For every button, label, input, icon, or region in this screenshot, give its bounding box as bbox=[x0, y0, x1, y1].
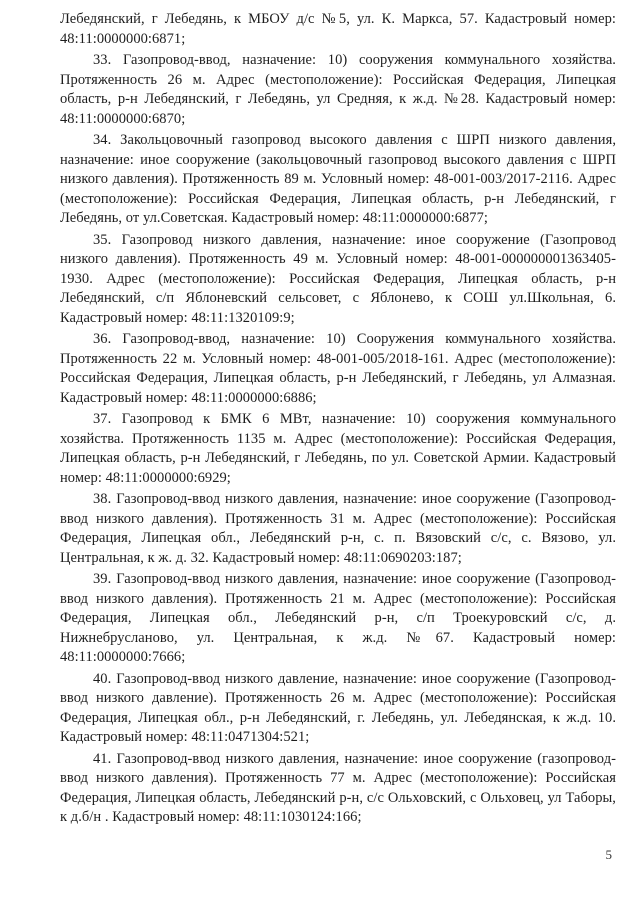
list-item-36: 36. Газопровод-ввод, назначение: 10) Сооружения коммунального хозяйства. Протяженность 22 м. Условный номер: 48-001-005/2018-161. Адрес (местоположение): Российская Федерация, Липецкая область, р-н Лебедянский, г Лебедянь, ул Алмазная. Кадастровый номер: 48:11:0000000:6886; bbox=[60, 331, 616, 406]
list-item-37: 37. Газопровод к БМК 6 МВт, назначение: 10) сооружения коммунального хозяйства. Протяженность 1135 м. Адрес (местоположение): Российская Федерация, Липецкая область, р-н Лебедянский, г Лебедянь, по ул. Советской Армии. Кадастровый номер: 48:11:0000000:6929; bbox=[60, 411, 616, 486]
list-item-35: 35. Газопровод низкого давления, назначение: иное сооружение (Газопровод низкого давления). Протяженность 49 м. Условный номер: 48-001-000000001363405-1930. Адрес (местоположение): Российская Федерация, Липецкая область, р-н Лебедянский, с/п Яблоневский сельсовет, с Яблонево, к СОШ ул.Школьная, 6. Кадастровый номер: 48:11:1320109:9; bbox=[60, 231, 616, 326]
list-item-34: 34. Закольцовочный газопровод высокого давления с ШРП низкого давления, назначение: иное сооружение (закольцовочный газопровод высокого давления с ШРП низкого давления). Протяженность 89 м. Условный номер: 48-001-003/2017-2116. Адрес (местоположение): Российская Федерация, Липецкая область, р-н Лебедянский, г Лебедянь, от ул.Советская. Кадастровый номер: 48:11:0000000:6877; bbox=[60, 132, 616, 226]
list-item-38: 38. Газопровод-ввод низкого давления, назначение: иное сооружение (Газопровод-ввод низкого давления). Протяженность 31 м. Адрес (местоположение): Российская Федерация, Липецкая обл., Лебедянский р-н, с. п. Вязовский с/с, с. Вязово, ул. Центральная, к ж. д. 32. Кадастровый номер: 48:11:0690203:187; bbox=[60, 491, 616, 566]
list-item-39: 39. Газопровод-ввод низкого давления, назначение: иное сооружение (Газопровод-ввод низкого давления). Протяженность 21 м. Адрес (местоположение): Российская Федерация, Липецкая обл., Лебедянский р-н, с/п Троекуровский с/с, д. Нижнебрусланово, ул. Центральная, к ж.д. №67. Кадастровый номер: 48:11:0000000:7666; bbox=[60, 571, 616, 665]
list-item-41: 41. Газопровод-ввод низкого давления, назначение: иное сооружение (газопровод-ввод низкого давления). Протяженность 77 м. Адрес (местоположение): Российская Федерация, Липецкая область, Лебедянский р-н, с/с Ольховский, с Ольховец, ул Таборы, к д.б/н . Кадастровый номер: 48:11:1030124:166; bbox=[60, 750, 616, 825]
list-item-40: 40. Газопровод-ввод низкого давление, назначение: иное сооружение (Газопровод-ввод низкого давление). Протяженность 26 м. Адрес (местоположение): Российская Федерация, Липецкая обл., р-н Лебедянский, г. Лебедянь, ул. Лебедянская, к ж.д. 10. Кадастровый номер: 48:11:0471304:521; bbox=[60, 670, 616, 745]
page-number: 5 bbox=[605, 847, 612, 862]
paragraph-continuation: Лебедянский, г Лебедянь, к МБОУ д/с №5, ул. К. Маркса, 57. Кадастровый номер: 48:11:0000000:6871; bbox=[60, 11, 616, 47]
list-item-33: 33. Газопровод-ввод, назначение: 10) сооружения коммунального хозяйства. Протяженность 26 м. Адрес (местоположение): Российская Федерация, Липецкая область, р-н Лебедянский, г Лебедянь, ул Средняя, к ж.д. №28. Кадастровый номер: 48:11:0000000:6870; bbox=[60, 52, 616, 127]
document-page bbox=[60, 10, 616, 830]
